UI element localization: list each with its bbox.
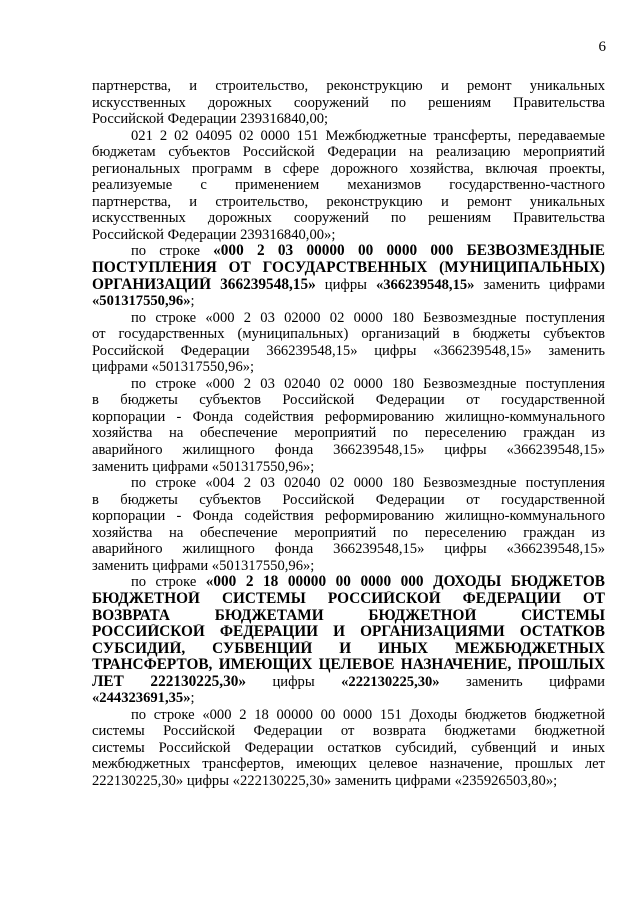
- text-line: «244323691,35»;: [92, 690, 195, 707]
- text-line: по строке «000 2 03 02040 02 0000 180 Безвозмездные поступления: [131, 375, 605, 392]
- text-line: 021 2 02 04095 02 0000 151 Межбюджетные трансферты, передаваемые: [131, 127, 605, 144]
- text-line: системы Российской Федерации остатков субсидий, субвенций и иных: [92, 739, 605, 756]
- text-line: партнерства, и строительство, реконструкцию и ремонт уникальных: [92, 193, 605, 210]
- text-line: по строке «004 2 03 02040 02 0000 180 Безвозмездные поступления: [131, 475, 605, 492]
- text-line: аварийного жилищного фонда 366239548,15» цифры «366239548,15»: [92, 541, 605, 558]
- text-line: аварийного жилищного фонда 366239548,15» цифры «366239548,15»: [92, 442, 605, 459]
- text-line: региональных программ в сфере дорожного хозяйства, включая проекты,: [92, 160, 605, 177]
- text-line: хозяйства на обеспечение мероприятий по переселению граждан из: [92, 524, 605, 541]
- text-line: ЛЕТ 222130225,30» цифры «222130225,30» заменить цифрами: [92, 673, 605, 690]
- text-line: искусственных дорожных сооружений по решениям Правительства: [92, 94, 605, 111]
- text-line: от государственных (муниципальных) организаций в бюджеты субъектов: [92, 326, 605, 343]
- text-line: Российской Федерации 366239548,15» цифры «366239548,15» заменить: [92, 342, 605, 359]
- text-line: Российской Федерации 239316840,00»;: [92, 226, 336, 243]
- text-line: реализуемые с применением механизмов государственно-частного: [92, 177, 605, 194]
- text-line: системы Российской Федерации от возврата бюджетами бюджетной: [92, 723, 605, 740]
- text-line: заменить цифрами «501317550,96»;: [92, 557, 315, 574]
- text-line: РОССИЙСКОЙ ФЕДЕРАЦИИ И ОРГАНИЗАЦИЯМИ ОСТАТКОВ: [92, 624, 605, 641]
- text-line: межбюджетных трансфертов, имеющих целевое назначение, прошлых лет: [92, 756, 605, 773]
- text-line: корпорации - Фонда содействия реформированию жилищно-коммунального: [92, 508, 605, 525]
- text-line: бюджетам субъектов Российской Федерации на реализацию мероприятий: [92, 144, 605, 161]
- text-line: по строке «000 2 18 00000 00 0000 151 Доходы бюджетов бюджетной: [131, 706, 605, 723]
- text-line: цифрами «501317550,96»;: [92, 359, 255, 376]
- text-line: в бюджеты субъектов Российской Федерации от государственной: [92, 392, 605, 409]
- text-line: БЮДЖЕТНОЙ СИСТЕМЫ РОССИЙСКОЙ ФЕДЕРАЦИИ ОТ: [92, 590, 605, 607]
- text-line: в бюджеты субъектов Российской Федерации от государственной: [92, 491, 605, 508]
- text-line: ПОСТУПЛЕНИЯ ОТ ГОСУДАРСТВЕННЫХ (МУНИЦИПАЛЬНЫХ): [92, 260, 605, 277]
- text-line: заменить цифрами «501317550,96»;: [92, 458, 315, 475]
- text-line: искусственных дорожных сооружений по решениям Правительства: [92, 210, 605, 227]
- text-line: Российской Федерации 239316840,00;: [92, 111, 329, 128]
- text-line: ОРГАНИЗАЦИЙ 366239548,15» цифры «366239548,15» заменить цифрами: [92, 276, 605, 293]
- text-line: корпорации - Фонда содействия реформированию жилищно-коммунального: [92, 408, 605, 425]
- text-line: СУБСИДИЙ, СУБВЕНЦИЙ И ИНЫХ МЕЖБЮДЖЕТНЫХ: [92, 640, 605, 657]
- page-number: 6: [598, 39, 606, 55]
- text-line: «501317550,96»;: [92, 293, 195, 310]
- text-line: 222130225,30» цифры «222130225,30» заменить цифрами «235926503,80»;: [92, 772, 558, 789]
- document-body: [92, 78, 605, 790]
- text-line: по строке «000 2 18 00000 00 0000 000 ДОХОДЫ БЮДЖЕТОВ: [131, 574, 605, 591]
- text-line: ТРАНСФЕРТОВ, ИМЕЮЩИХ ЦЕЛЕВОЕ НАЗНАЧЕНИЕ, ПРОШЛЫХ: [92, 657, 605, 674]
- text-line: по строке «000 2 03 00000 00 0000 000 БЕЗВОЗМЕЗДНЫЕ: [131, 243, 605, 260]
- text-line: хозяйства на обеспечение мероприятий по переселению граждан из: [92, 425, 605, 442]
- text-line: ВОЗВРАТА БЮДЖЕТАМИ БЮДЖЕТНОЙ СИСТЕМЫ: [92, 607, 605, 624]
- text-line: по строке «000 2 03 02000 02 0000 180 Безвозмездные поступления: [131, 309, 605, 326]
- text-line: партнерства, и строительство, реконструкцию и ремонт уникальных: [92, 78, 605, 94]
